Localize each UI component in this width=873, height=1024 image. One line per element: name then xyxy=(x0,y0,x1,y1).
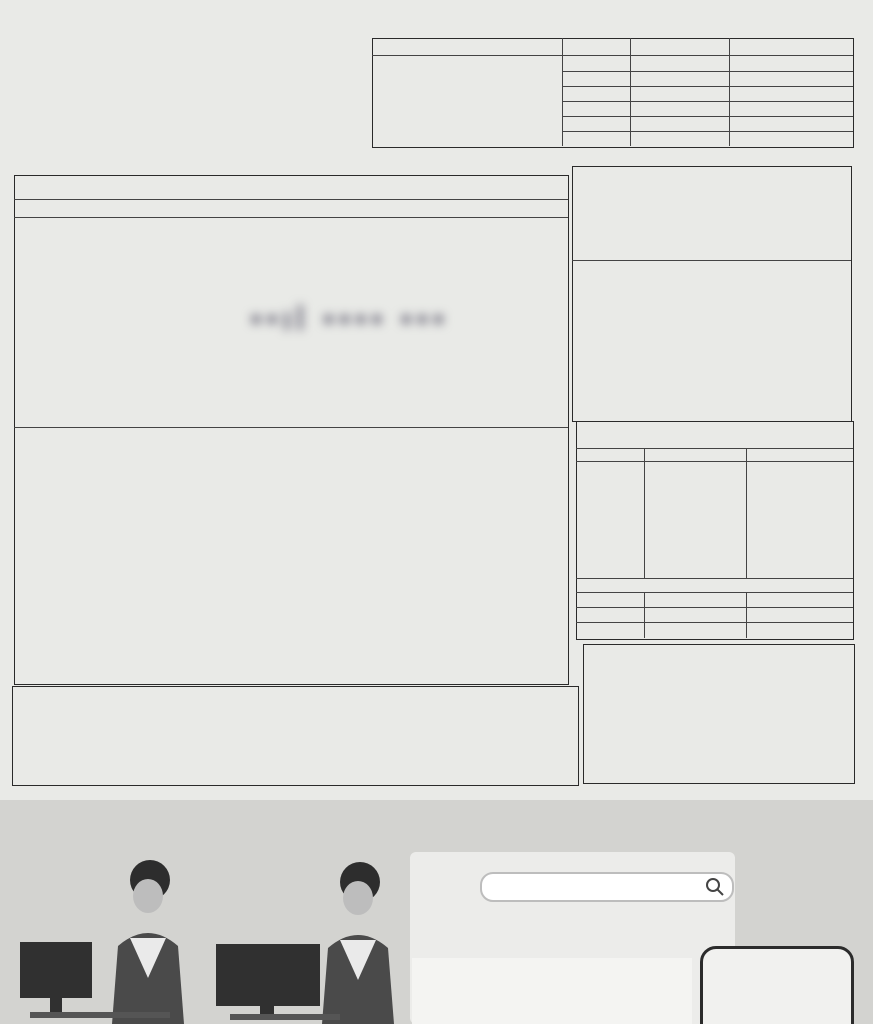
url-bar xyxy=(480,872,734,902)
info-box xyxy=(572,166,852,422)
search-icon xyxy=(705,877,725,897)
redacted-values: ▪▪ıl ▪▪▪▪ ▪▪▪ xyxy=(250,300,449,338)
regulation-box xyxy=(583,644,855,784)
office-workers-illustration xyxy=(20,858,400,1024)
promo-banner xyxy=(0,800,873,1024)
headline-panel xyxy=(412,958,692,1024)
calc-table xyxy=(14,175,569,685)
warning-box xyxy=(12,686,579,786)
eps-logo xyxy=(700,946,854,1024)
